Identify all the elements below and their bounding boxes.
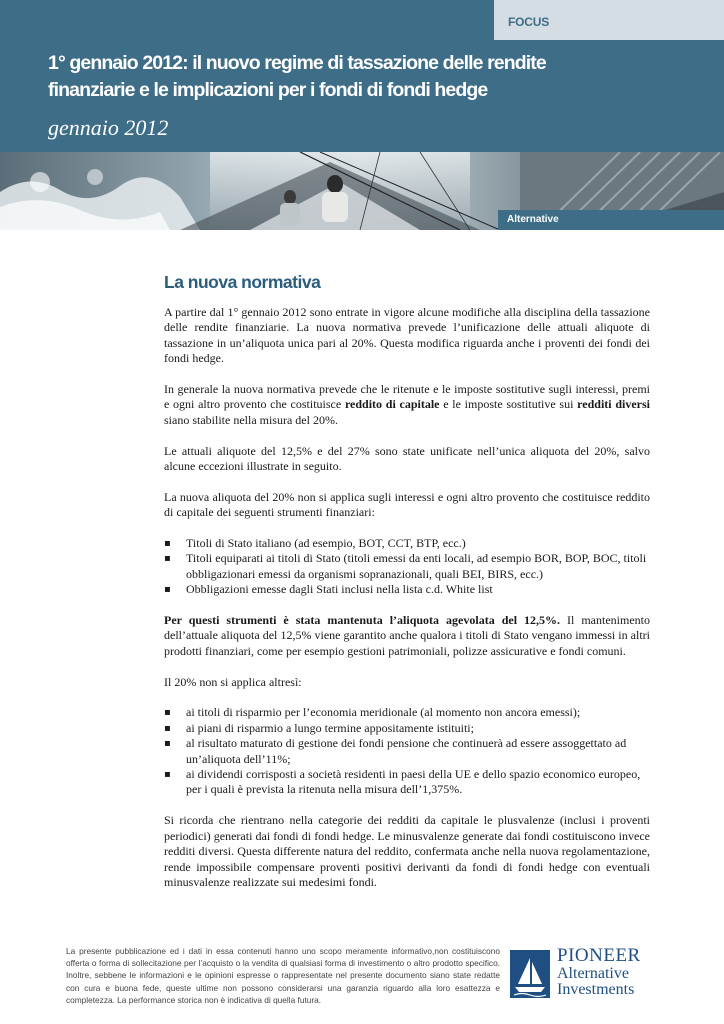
logo-line-1: PIONEER bbox=[557, 945, 641, 966]
paragraph-1: A partire dal 1° gennaio 2012 sono entrate in vigore alcune modifiche alla disciplina della tassazione delle rendite finanziarie. La nuova normativa prevede l’unificazione delle attuali aliquote di tassazione in un’aliquota unica pari al 20%. Questa modifica riguarda anche i proventi dei fondi dei fondi hedge. bbox=[164, 305, 650, 366]
instruments-list bbox=[164, 536, 650, 598]
paragraph-2-text-a: In generale la nuova normativa prevede che le ritenute e le imposte sostitutive sugli interessi, premi e ogni altro provento che costituisce bbox=[164, 382, 650, 412]
logo-line-3: Investments bbox=[557, 981, 635, 998]
paragraph-2-bold-a: reddito di capitale bbox=[344, 397, 440, 412]
paragraph-2-text-b: e le imposte sostitutive sui bbox=[439, 397, 578, 412]
section-title: La nuova normativa bbox=[164, 272, 321, 292]
pioneer-logo-text bbox=[557, 946, 641, 998]
paragraph-4: La nuova aliquota del 20% non si applica sugli interessi e ogni altro provento che costituisce reddito di capitale dei seguenti strumenti finanziari: bbox=[164, 489, 650, 520]
disclaimer: La presente pubblicazione ed i dati in essa contenuti hanno uno scopo meramente informativo,non costituiscono offerta o forma di sollecitazione per l’acquisto o la vendita di qualsiasi forma di investimento o altro prodotto specifico. Inoltre, sebbene le informazioni e le opinioni espresse o rappresentate nel presente documento siano state redatte con cura e buona fede, queste ultime non possono considerarsi una garanzia riguardo alla loro esattezza e completezza. La performance storica non è indicativa di quella futura. bbox=[66, 946, 500, 1005]
list-item: ▪ ai piani di risparmio a lungo termine appositamente istituiti; bbox=[164, 721, 650, 736]
paragraph-3: Le attuali aliquote del 12,5% e del 27% sono state unificate nell’unica aliquota del 20%, salvo alcune eccezioni illustrate in seguito. bbox=[164, 443, 650, 474]
list-item: ▪ Titoli equiparati ai titoli di Stato (titoli emessi da enti locali, ad esempio BOR, BOP, BOC, titoli obbligazionari emessi da organismi sopranazionali, quali BEI, BIRS, ecc.) bbox=[164, 551, 650, 582]
paragraph-5-text: Il mantenimento dell’attuale aliquota del 12,5% viene garantito anche qualora i titoli di Stato vengano immessi in altri prodotti finanziari, come per esempio gestioni patrimoniali, polizze assicurative e fondi comuni. bbox=[164, 613, 650, 658]
focus-label: FOCUS bbox=[508, 15, 550, 29]
pioneer-ship-logo-icon bbox=[510, 950, 550, 998]
list-item: ▪ Titoli di Stato italiano (ad esempio, BOT, CCT, BTP, ecc.) bbox=[164, 536, 650, 551]
paragraph-5 bbox=[164, 613, 650, 659]
list-item: ▪ ai dividendi corrisposti a società residenti in paesi della UE e dello spazio economico europeo, per i quali è prevista la ritenuta nella misura dell’1,375%. bbox=[164, 767, 650, 798]
paragraph-2 bbox=[164, 382, 650, 428]
paragraph-5-bold: Per questi strumenti è stata mantenuta l’aliquota agevolata del 12,5%. bbox=[164, 613, 561, 628]
category-label: Alternative bbox=[507, 214, 559, 225]
exceptions-list bbox=[164, 705, 650, 797]
document-date: gennaio 2012 bbox=[48, 115, 169, 140]
list-item: ▪ ai titoli di risparmio per l’economia meridionale (al momento non ancora emessi); bbox=[164, 705, 650, 720]
title-line-1: 1° gennaio 2012: il nuovo regime di tassazione delle rendite bbox=[48, 52, 546, 74]
list-item: ▪ Obbligazioni emesse dagli Stati inclusi nella lista c.d. White list bbox=[164, 582, 650, 597]
paragraph-2-text-c: siano stabilite nella misura del 20%. bbox=[164, 412, 338, 427]
paragraph-7: Si ricorda che rientrano nella categorie dei redditi da capitale le plusvalenze (inclusi i proventi periodici) generati dai fondi di fondi hedge. Le minusvalenze generate dai fondi costituiscono invece redditi diversi. Questa differente natura del reddito, confermata anche nella nuova regolamentazione, rende impossibile compensare proventi positivi derivanti da fondi di fondi hedge con eventuali minusvalenze realizzate sui medesimi fondi. bbox=[164, 813, 650, 889]
logo-line-2: Alternative bbox=[557, 965, 629, 982]
title-line-2: finanziarie e le implicazioni per i fondi di fondi hedge bbox=[48, 79, 488, 101]
document-title bbox=[48, 50, 648, 104]
paragraph-6: Il 20% non si applica altresì: bbox=[164, 674, 302, 689]
paragraph-2-bold-b: redditi diversi bbox=[577, 397, 650, 412]
list-item: ▪ al risultato maturato di gestione dei fondi pensione che continuerà ad essere assoggettato ad un’aliquota dell’11%; bbox=[164, 736, 650, 767]
article-body bbox=[164, 305, 650, 906]
